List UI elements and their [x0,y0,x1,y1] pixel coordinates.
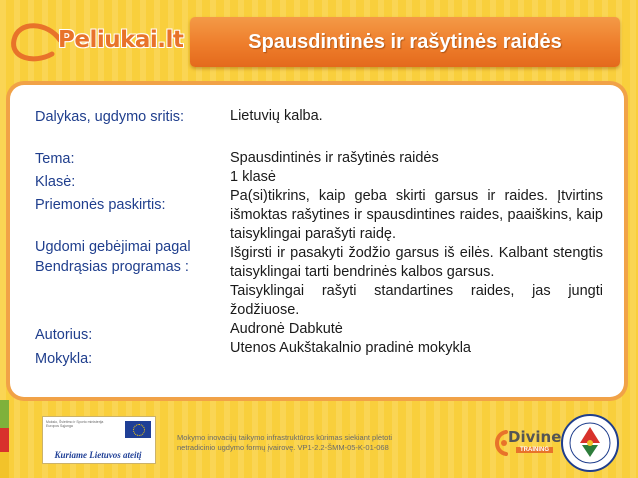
value-abilities-b: Taisyklingai rašyti standartines raides, jas jungti žodžiuose. [230,283,603,318]
info-panel [10,85,624,397]
project-description [177,433,477,453]
eu-caption: Mokslo, Švietimo ir Sporto ministerija Europos Sąjunga [46,420,104,428]
logo-text: Peliukai.lt [58,27,184,53]
left-stripe-red [0,428,9,452]
divine-word: Divine [508,428,562,446]
title-banner [190,17,620,67]
label-topic: Tema: [35,151,75,167]
label-school: Mokykla: [35,351,93,367]
page-title: Spausdintinės ir rašytinės raidės [248,30,562,53]
value-grade: 1 klasė [230,169,276,185]
divine-training-logo [492,426,562,462]
value-block [230,149,603,358]
label-author: Autorius: [35,327,93,343]
label-abilities-line2: Bendrąsias programas : [35,259,189,275]
value-school: Utenos Aukštakalnio pradinė mokykla [230,340,471,356]
eu-flag-icon [125,421,151,438]
label-subject: Dalykas, ugdymo sritis: [35,109,185,125]
label-abilities-line1: Ugdomi gebėjimai pagal [35,239,191,255]
peliukai-logo[interactable] [8,18,184,66]
value-author: Audronė Dabkutė [230,321,343,337]
project-line-2: netradicinio ugdymo formų įvairovę. VP1-2.2-ŠMM-05-K-01-068 [177,443,389,452]
value-subject: Lietuvių kalba. [230,108,323,124]
value-abilities-a: Išgirsti ir pasakyti žodžio garsus iš eilės. Kalbant stengtis taisyklingai tarti bendrinės kalbos garsus. [230,245,603,280]
left-stripe-green [0,400,9,428]
value-purpose: Pa(si)tikrins, kaip geba skirti garsus ir raides. Įtvirtins išmoktas rašytines ir spausdintines raides, paaiškins, kaip taisyklingai parašyti raidę. [230,188,603,242]
eu-tagline: Kuriame Lietuvos ateitį [54,450,142,460]
project-line-1: Mokymo inovacijų taikymo infrastruktūros kūrimas siekiant plėtoti [177,433,393,442]
label-grade: Klasė: [35,174,76,190]
school-emblem [560,413,620,473]
eu-funding-logo [42,416,156,464]
label-purpose: Priemonės paskirtis: [35,197,166,213]
value-topic: Spausdintinės ir rašytinės raidės [230,150,439,166]
left-stripe-yellow [0,452,9,478]
school-emblem-icon [560,413,620,473]
divine-sub: TRAINING [516,447,553,453]
